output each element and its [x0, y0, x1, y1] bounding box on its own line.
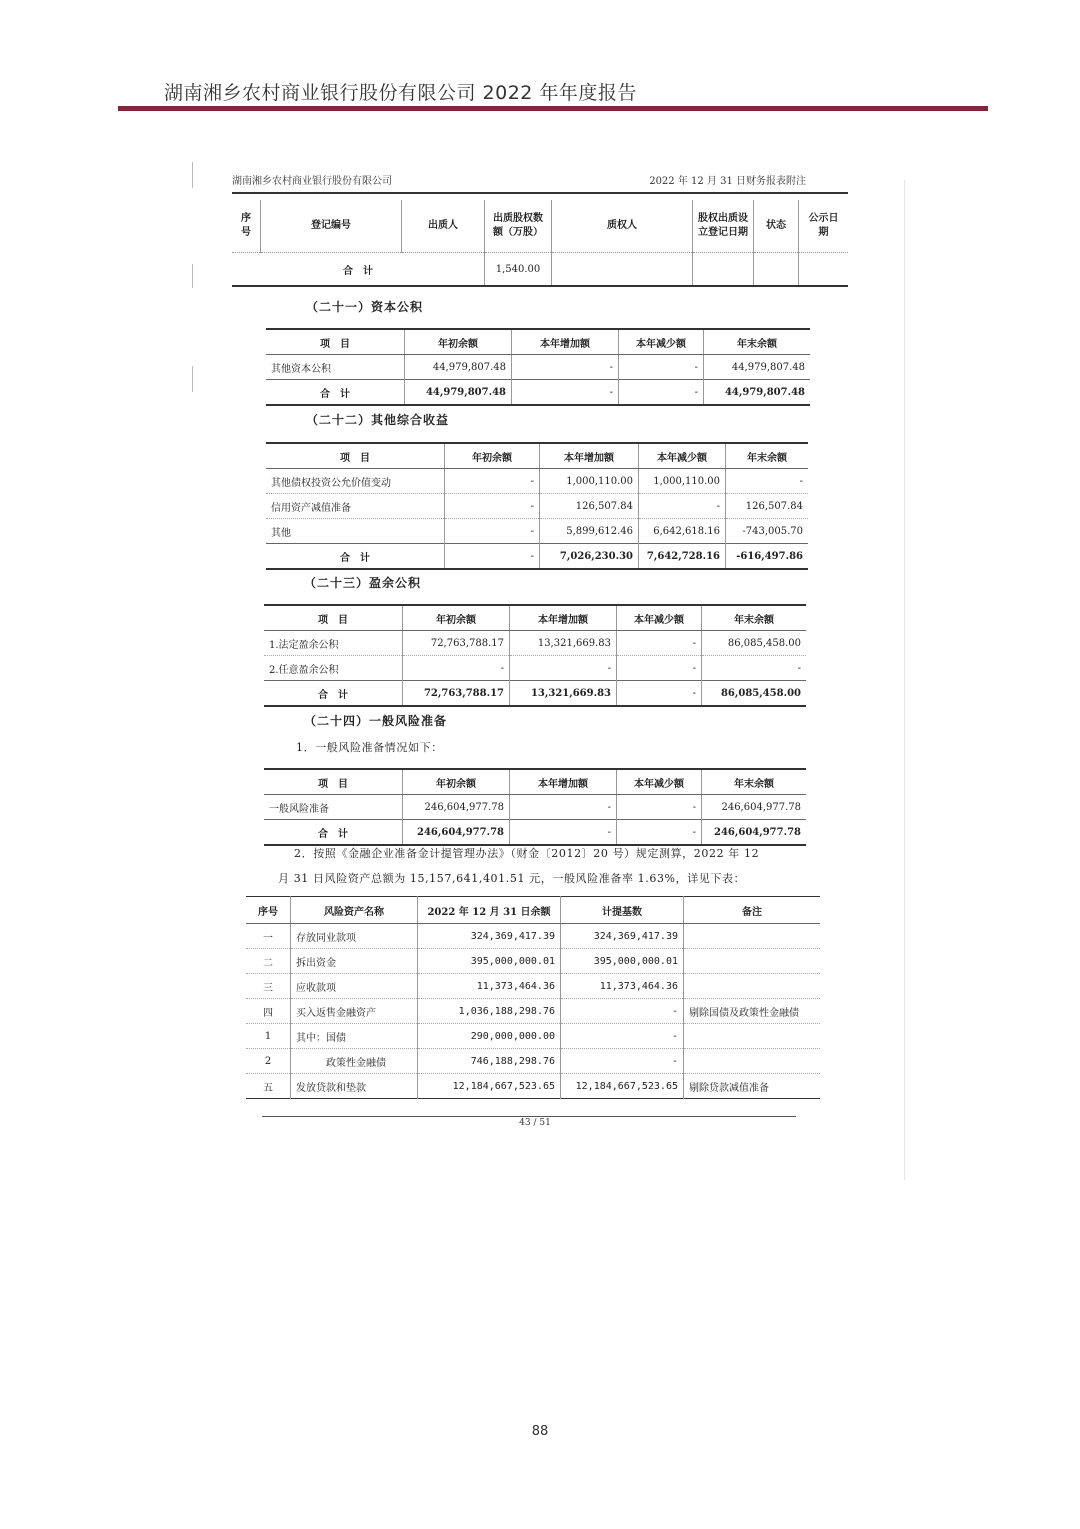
- cell: -: [617, 631, 702, 656]
- cell: 其中：国债: [291, 1024, 418, 1049]
- table-row: [266, 519, 808, 544]
- inner-page-header: [232, 172, 806, 187]
- cell: -: [561, 999, 684, 1024]
- table-header: 本年减少额: [617, 769, 702, 795]
- table-row: [246, 949, 820, 974]
- cell: 1,036,188,298.76: [418, 999, 561, 1024]
- cell: -: [445, 494, 540, 519]
- cell: 其他: [266, 519, 445, 544]
- table-header: 年末余额: [704, 329, 811, 355]
- table-row: [266, 494, 808, 519]
- cell: 一: [246, 924, 291, 949]
- scan-mark: [192, 162, 193, 188]
- cell: -: [510, 656, 617, 681]
- risk-assets-table: [246, 896, 820, 1099]
- cell: -: [617, 656, 702, 681]
- cell: 2.任意盈余公积: [264, 656, 403, 681]
- cell: 应收款项: [291, 974, 418, 999]
- section-title: （二十一）资本公积: [306, 300, 424, 314]
- cell: -: [619, 355, 704, 380]
- table-header: 年初余额: [403, 605, 510, 631]
- cell: 1: [246, 1024, 291, 1049]
- table-header: 年初余额: [405, 329, 512, 355]
- cell: 合 计: [266, 380, 405, 406]
- scan-mark: [192, 264, 193, 288]
- cell: [684, 949, 821, 974]
- table-header: 年初余额: [445, 443, 540, 469]
- cell: -743,005.70: [726, 519, 809, 544]
- table-header: 状态: [754, 200, 799, 253]
- table-header: 本年增加额: [512, 329, 619, 355]
- paragraph: 月 31 日风险资产总额为 15,157,641,401.51 元，一般风险准备率 1.63%，详见下表：: [278, 872, 746, 885]
- table-row: [264, 631, 806, 656]
- cell: 126,507.84: [540, 494, 639, 519]
- table-header: 质权人: [552, 200, 693, 253]
- cell: 2: [246, 1049, 291, 1074]
- cell: 72,763,788.17: [403, 631, 510, 656]
- table-row: [264, 795, 806, 820]
- cell: 324,369,417.39: [418, 924, 561, 949]
- cell: -: [512, 380, 619, 406]
- cell: 三: [246, 974, 291, 999]
- table-row: [264, 656, 806, 681]
- cell: [684, 1024, 821, 1049]
- cell: 86,085,458.00: [702, 681, 807, 707]
- cell: 四: [246, 999, 291, 1024]
- cell: [684, 974, 821, 999]
- cell: 395,000,000.01: [418, 949, 561, 974]
- cell: -616,497.86: [726, 544, 809, 570]
- cell: 246,604,977.78: [702, 795, 807, 820]
- cell: -: [445, 544, 540, 570]
- table-header: 本年增加额: [510, 769, 617, 795]
- table-row: [246, 1074, 820, 1099]
- table-header: 本年增加额: [510, 605, 617, 631]
- cell: 二: [246, 949, 291, 974]
- cell: -: [639, 494, 726, 519]
- cell: 12,184,667,523.65: [418, 1074, 561, 1099]
- table-header: 风险资产名称: [291, 897, 418, 924]
- cell: 11,373,464.36: [561, 974, 684, 999]
- table-header: 2022 年 12 月 31 日余额: [418, 897, 561, 924]
- table-row: [246, 999, 820, 1024]
- cell: 11,373,464.36: [418, 974, 561, 999]
- surplus-reserve-table: [264, 604, 806, 707]
- cell: -: [617, 820, 702, 846]
- table-header: 本年增加额: [540, 443, 639, 469]
- table-row: [266, 469, 808, 494]
- table-header: 年初余额: [403, 769, 510, 795]
- cell: 246,604,977.78: [702, 820, 807, 846]
- cell: -: [445, 519, 540, 544]
- cell: 395,000,000.01: [561, 949, 684, 974]
- page-number: 88: [531, 1424, 549, 1439]
- table-header: 本年减少额: [617, 605, 702, 631]
- table-row: [246, 1049, 820, 1074]
- total-value: 1,540.00: [485, 253, 552, 287]
- inner-header-period: 2022 年 12 月 31 日财务报表附注: [649, 176, 806, 187]
- cell: 246,604,977.78: [403, 820, 510, 846]
- cell: 存放同业款项: [291, 924, 418, 949]
- section-title: （二十三）盈余公积: [304, 576, 422, 590]
- inner-header-rule: [232, 192, 848, 194]
- cell: 6,642,618.16: [639, 519, 726, 544]
- cell: 合 计: [266, 544, 445, 570]
- table-row: [246, 1024, 820, 1049]
- table-header: 公示日期: [799, 200, 849, 253]
- table-row-total: [264, 681, 806, 707]
- cell: 拆出资金: [291, 949, 418, 974]
- cell: 44,979,807.48: [704, 355, 811, 380]
- cell: 44,979,807.48: [405, 355, 512, 380]
- table-header: 序号: [232, 200, 261, 253]
- table-header: 年末余额: [702, 769, 807, 795]
- paragraph: 1．一般风险准备情况如下：: [296, 741, 443, 754]
- table-row: [266, 355, 810, 380]
- section-title: （二十二）其他综合收益: [306, 413, 450, 427]
- cell: 7,642,728.16: [639, 544, 726, 570]
- cell: 126,507.84: [726, 494, 809, 519]
- cell: 86,085,458.00: [702, 631, 807, 656]
- cell: -: [445, 469, 540, 494]
- table-header: 计提基数: [561, 897, 684, 924]
- table-header: 项 目: [266, 443, 445, 469]
- cell: 5,899,612.46: [540, 519, 639, 544]
- cell: 1.法定盈余公积: [264, 631, 403, 656]
- cell: 44,979,807.48: [704, 380, 811, 406]
- pledge-table: [232, 200, 848, 287]
- cell: 44,979,807.48: [405, 380, 512, 406]
- table-row-total: [266, 380, 810, 406]
- oci-table: [266, 442, 808, 570]
- table-header: 出质股权数额（万股）: [485, 200, 552, 253]
- paragraph: 2．按照《金融企业准备金计提管理办法》（财金〔2012〕20 号）规定测算，2022 年 12: [294, 847, 760, 860]
- cell: [684, 924, 821, 949]
- cell: -: [561, 1024, 684, 1049]
- cell: 12,184,667,523.65: [561, 1074, 684, 1099]
- table-header: 年末余额: [726, 443, 809, 469]
- table-header: 备注: [684, 897, 821, 924]
- section-title: （二十四）一般风险准备: [304, 714, 448, 728]
- cell: 政策性金融债: [291, 1049, 418, 1074]
- scan-mark: [192, 366, 193, 392]
- table-row: [246, 974, 820, 999]
- cell: 一般风险准备: [264, 795, 403, 820]
- cell: -: [510, 795, 617, 820]
- report-title: 湖南湘乡农村商业银行股份有限公司 2022 年年度报告: [164, 82, 637, 104]
- table-header: 本年减少额: [639, 443, 726, 469]
- table-row-total: [266, 544, 808, 570]
- table-header: 股权出质设立登记日期: [693, 200, 754, 253]
- table-header: 项 目: [264, 605, 403, 631]
- cell: 合 计: [264, 681, 403, 707]
- table-header: 年末余额: [702, 605, 807, 631]
- cell: 7,026,230.30: [540, 544, 639, 570]
- cell: 剔除贷款减值准备: [684, 1074, 821, 1099]
- cell: 1,000,110.00: [639, 469, 726, 494]
- cell: 324,369,417.39: [561, 924, 684, 949]
- cell: -: [702, 656, 807, 681]
- table-header: 登记编号: [261, 200, 402, 253]
- cell: 13,321,669.83: [510, 631, 617, 656]
- title-rule: [118, 106, 988, 111]
- inner-footer-rule: [262, 1116, 796, 1117]
- table-header: 项 目: [264, 769, 403, 795]
- cell: 发放贷款和垫款: [291, 1074, 418, 1099]
- scan-mark: [904, 180, 905, 1180]
- cell: 13,321,669.83: [510, 681, 617, 707]
- cell: -: [617, 795, 702, 820]
- cell: -: [617, 681, 702, 707]
- cell: -: [619, 380, 704, 406]
- table-header: 序号: [246, 897, 291, 924]
- inner-page-number: 43 / 51: [519, 1118, 551, 1128]
- table-row-total: [264, 820, 806, 846]
- table-row: [232, 253, 848, 287]
- total-label: 合 计: [232, 253, 485, 287]
- cell: 290,000,000.00: [418, 1024, 561, 1049]
- cell: [684, 1049, 821, 1074]
- cell: 合 计: [264, 820, 403, 846]
- cell: -: [510, 820, 617, 846]
- table-header: 出质人: [402, 200, 485, 253]
- cell: 246,604,977.78: [403, 795, 510, 820]
- cell: 其他资本公积: [266, 355, 405, 380]
- cell: 1,000,110.00: [540, 469, 639, 494]
- capital-reserve-table: [266, 328, 810, 406]
- cell: 剔除国债及政策性金融债: [684, 999, 821, 1024]
- cell: 五: [246, 1074, 291, 1099]
- cell: -: [726, 469, 809, 494]
- cell: 746,188,298.76: [418, 1049, 561, 1074]
- table-row: [246, 924, 820, 949]
- table-header: 项 目: [266, 329, 405, 355]
- inner-header-company: 湖南湘乡农村商业银行股份有限公司: [232, 176, 392, 187]
- cell: -: [403, 656, 510, 681]
- cell: 其他债权投资公允价值变动: [266, 469, 445, 494]
- cell: 72,763,788.17: [403, 681, 510, 707]
- cell: -: [561, 1049, 684, 1074]
- cell: -: [512, 355, 619, 380]
- table-header: 本年减少额: [619, 329, 704, 355]
- cell: 买入返售金融资产: [291, 999, 418, 1024]
- general-risk-reserve-table: [264, 768, 806, 846]
- cell: 信用资产减值准备: [266, 494, 445, 519]
